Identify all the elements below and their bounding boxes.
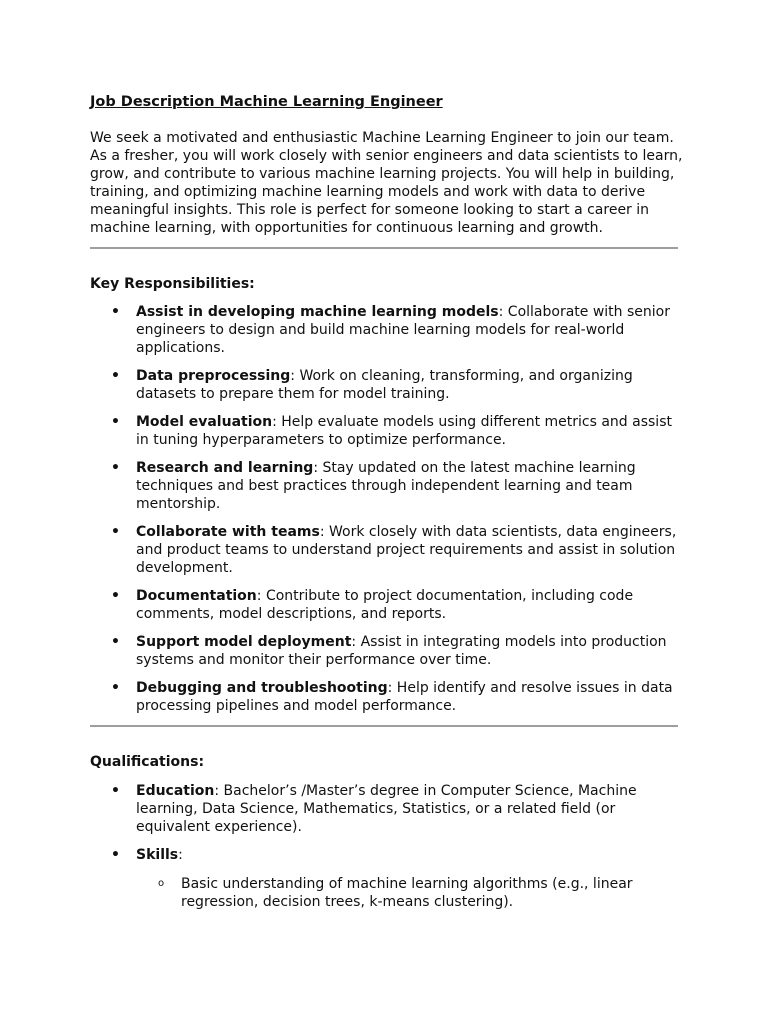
item-term: Support model deployment [136,634,352,650]
intro-paragraph: We seek a motivated and enthusiastic Machine Learning Engineer to join our team. As a fresher, you will work closely with senior engineers and data scientists to learn, grow, and contribute to various machine learning projects. You will help in building, training, and optimizing machine learning models and work with data to derive meaningful insights. This role is perfect for someone looking to start a career in machine learning, with opportunities for continuous learning and growth. [90,130,683,236]
list-item [90,782,680,836]
item-term: Skills [136,847,179,863]
item-text: : Contribute to project documentation, including code comments, model descriptions, and reports. [136,588,634,622]
list-item [90,367,680,403]
list-item [90,633,680,669]
bullet-icon: • [111,588,120,604]
qualifications-heading: Qualifications: [90,754,205,770]
item-text: : Bachelor’s /Master’s degree in Computer Science, Machine learning, Data Science, Mathematics, Statistics, or a related field (or equivalent experience). [136,783,637,835]
item-term: Research and learning [136,460,314,476]
list-item [90,413,680,449]
circle-bullet-icon: o [158,878,165,889]
list-item [90,679,680,715]
bullet-icon: • [111,680,120,696]
item-text: : Collaborate with senior engineers to design and build machine learning models for real-world applications. [136,304,670,356]
responsibilities-heading: Key Responsibilities: [90,276,255,292]
list-item [90,459,680,513]
skills-sublist [136,875,680,911]
list-item [90,523,680,577]
bullet-icon: • [111,524,120,540]
section-divider [90,725,678,727]
list-item [90,303,680,357]
item-term: Model evaluation [136,414,273,430]
sub-item-text: Basic understanding of machine learning algorithms (e.g., linear regression, decision trees, k-means clustering). [181,876,633,910]
bullet-icon: • [111,783,120,799]
item-term: Education [136,783,215,799]
document-title: Job Description Machine Learning Engineer [90,94,443,110]
item-text: : Work closely with data scientists, data engineers, and product teams to understand project requirements and assist in solution development. [136,524,677,576]
bullet-icon: • [111,847,120,863]
responsibilities-list [90,303,680,725]
list-item [90,587,680,623]
sub-list-item [136,875,680,911]
item-term: Documentation [136,588,257,604]
bullet-icon: • [111,414,120,430]
bullet-icon: • [111,368,120,384]
item-term: Collaborate with teams [136,524,320,540]
item-text: : Assist in integrating models into production systems and monitor their performance over time. [136,634,667,668]
item-text: : Help evaluate models using different metrics and assist in tuning hyperparameters to optimize performance. [136,414,672,448]
qualifications-list [90,782,680,921]
bullet-icon: • [111,304,120,320]
list-item [90,846,680,911]
section-divider [90,247,678,249]
bullet-icon: • [111,634,120,650]
item-term: Assist in developing machine learning models [136,304,499,320]
item-term: Debugging and troubleshooting [136,680,388,696]
item-term: Data preprocessing [136,368,291,384]
item-text: : Help identify and resolve issues in data processing pipelines and model performance. [136,680,673,714]
item-text: : Stay updated on the latest machine learning techniques and best practices through independent learning and team mentorship. [136,460,636,512]
bullet-icon: • [111,460,120,476]
item-text: : [178,847,183,863]
item-text: : Work on cleaning, transforming, and organizing datasets to prepare them for model training. [136,368,633,402]
